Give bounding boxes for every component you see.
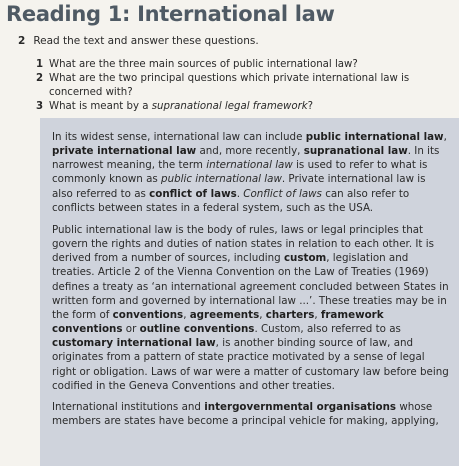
key-term: charters bbox=[265, 308, 315, 321]
instruction bbox=[18, 35, 259, 47]
key-term: supranational law bbox=[303, 145, 408, 158]
question-item bbox=[36, 100, 446, 114]
question-number: 3 bbox=[36, 101, 44, 112]
italic-term: international law bbox=[206, 159, 293, 172]
instruction-text: Read the text and answer these questions. bbox=[33, 35, 259, 47]
key-term: public international law bbox=[305, 131, 444, 143]
key-term: framework conventions bbox=[52, 308, 384, 336]
key-term: conventions bbox=[112, 308, 184, 321]
key-term: custom bbox=[283, 252, 327, 265]
page-title: Reading 1: International law bbox=[6, 2, 335, 26]
question-number: 1 bbox=[36, 59, 44, 70]
paragraph-3: International institutions and intergovernmental organisations whose members are states have become a principal vehicle for making, applying, bbox=[52, 400, 439, 427]
key-term: agreements bbox=[189, 308, 260, 321]
question-text-italic: supranational legal framework bbox=[151, 101, 308, 112]
question-text: What are the two principal questions which private international law is concerned with? bbox=[49, 73, 410, 98]
paragraph-2: Public international law is the body of rules, laws or legal principles that govern the rights and duties of nation states in relation to each other. It is derived from a number of sources, including custom, legislation and treaties. Article 2 of the Vienna Convention on the Law of Treaties (1969) defines a treaty as ‘an international agreement concluded between States in written form and governed by international law ...’. These treaties may be in the form of conventions, agreements, charters, framework conventions or outline conventions. Custom, also referred to as customary international law, is another binding source of law, and originates from a pattern of state practice motivated by a sense of legal right or obligation. Laws of war were a matter of customary law before being codified in the Geneva Conventions and other treaties. bbox=[52, 223, 449, 392]
paragraph-1: In its widest sense, international law can include public international law, private international law and, more recently, supranational law. In its narrowest meaning, the term international law is used to refer to what is commonly known as public international law. Private international law is also referred to as conflict of laws. Conflict of laws can also refer to conflicts between states in a federal system, such as the USA. bbox=[52, 131, 447, 214]
question-number: 2 bbox=[36, 73, 44, 84]
key-term: intergovernmental organisations bbox=[204, 400, 397, 413]
key-term: private international law bbox=[52, 145, 197, 158]
question-text-part: What is meant by a bbox=[49, 101, 152, 112]
key-term: customary international law bbox=[52, 337, 216, 350]
question-text bbox=[49, 100, 446, 114]
key-term: outline conventions bbox=[139, 323, 255, 336]
key-term: conflict of laws bbox=[149, 187, 237, 200]
instruction-number: 2 bbox=[18, 35, 26, 47]
question-item bbox=[36, 58, 446, 72]
italic-term: Conflict of laws bbox=[243, 187, 322, 200]
question-list bbox=[36, 58, 446, 114]
question-text-part: ? bbox=[307, 101, 314, 112]
italic-term: public international law bbox=[161, 173, 282, 186]
question-text: What are the three main sources of public international law? bbox=[49, 59, 358, 70]
reading-text-box bbox=[40, 118, 459, 466]
question-item bbox=[36, 72, 446, 100]
